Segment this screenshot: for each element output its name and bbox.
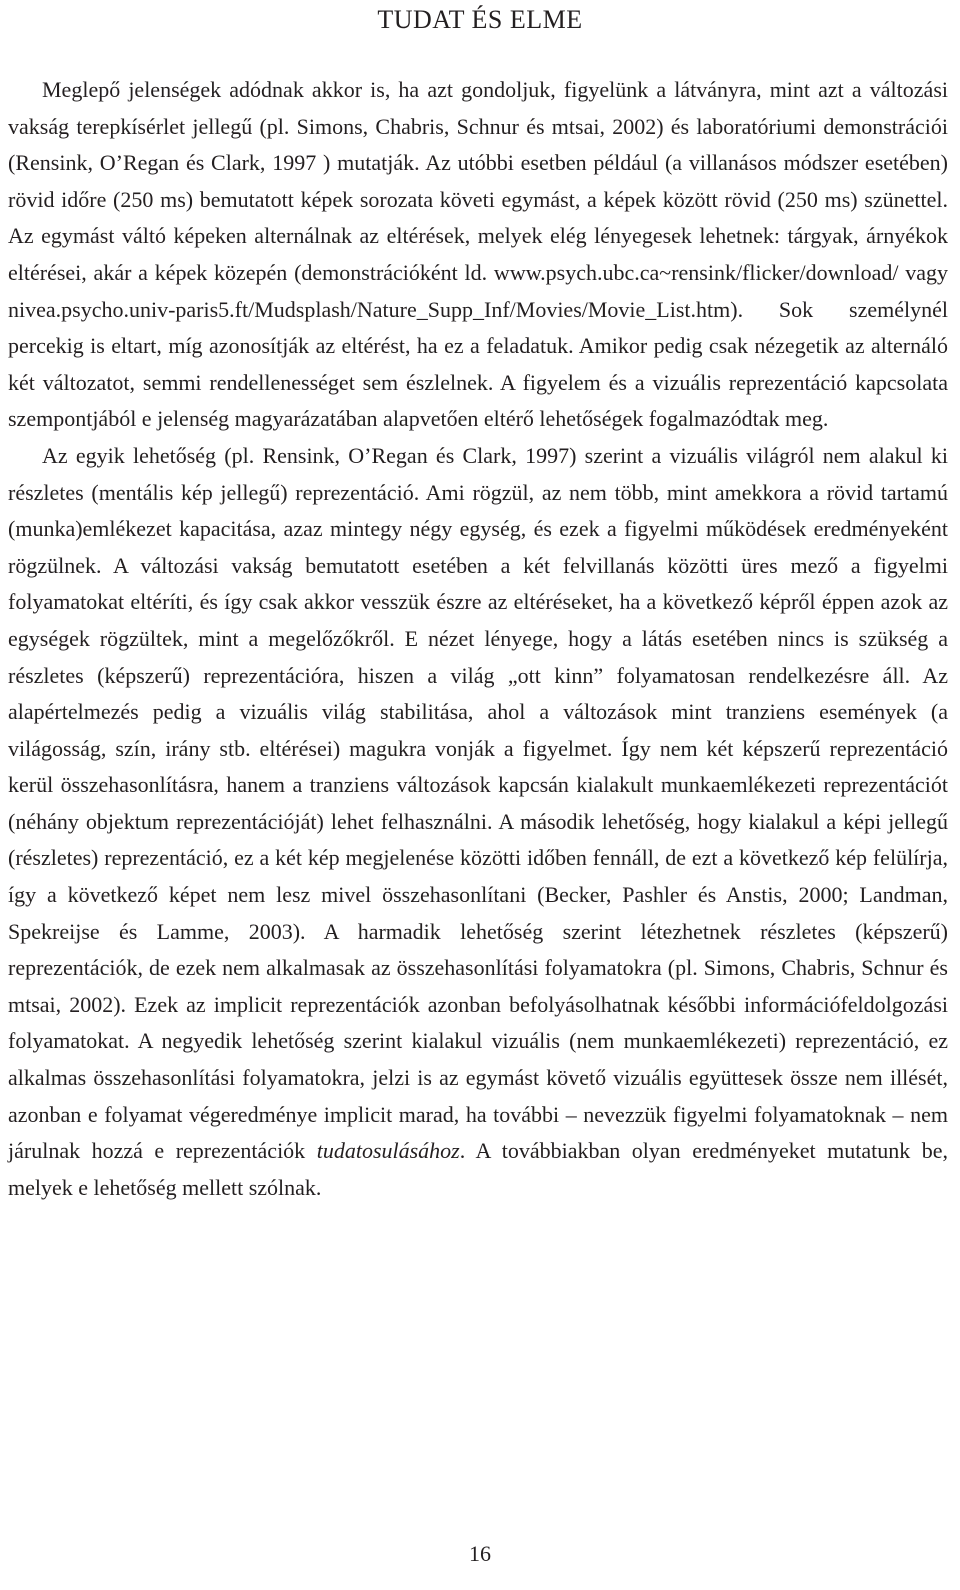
- running-title: TUDAT ÉS ELME: [377, 5, 583, 34]
- paragraph-2-text-after: . A továbbiakban olyan eredményeket mutatunk be, melyek e lehetőség mellett szólnak.: [8, 1138, 948, 1200]
- body-text: [8, 72, 948, 1206]
- paragraph-2-emphasis: tudatosulásához: [316, 1138, 460, 1164]
- paragraph-1: Meglepő jelenségek adódnak akkor is, ha azt gondoljuk, figyelünk a látványra, mint azt a változási vakság terepkísérlet jellegű (pl. Simons, Chabris, Schnur és mtsai, 2002) és laboratóriumi demonstrációi (Rensink, O’Regan és Clark, 1997 ) mutatják. Az utóbbi esetben például (a villanásos módszer esetében) rövid időre (250 ms) bemutatott képek sorozata követi egymást, a képek között rövid (250 ms) szünettel. Az egymást váltó képeken alternálnak az eltérések, melyek elég lényegesek lehetnek: tárgyak, árnyékok eltérései, akár a képek közepén (demonstrációként ld. www.psych.ubc.ca~rensink/flicker/download/ vagy nivea.psycho.univ-paris5.ft/Mudsplash/Nature_Supp_Inf/Movies/Movie_List.htm). Sok személynél percekig is eltart, míg azonosítják az eltérést, ha ez a feladatuk. Amikor pedig csak nézegetik az alternáló két változatot, semmi rendellenességet sem észlelnek. A figyelem és a vizuális reprezentáció kapcsolata szempontjából e jelenség magyarázatában alapvetően eltérő lehetőségek fogalmazódtak meg.: [8, 77, 948, 432]
- paragraph-2: [8, 438, 948, 1206]
- paragraph-2-text-before: Az egyik lehetőség (pl. Rensink, O’Regan és Clark, 1997) szerint a vizuális világról nem alakul ki részletes (mentális kép jellegű) reprezentáció. Ami rögzül, az nem több, mint amekkora a rövid tartamú (munka)emlékezet kapacitása, azaz mintegy négy egység, és ezek a figyelmi működések eredményeként rögzülnek. A változási vakság bemutatott esetében a két felvillanás közötti üres mező a figyelmi folyamatokat eltéríti, és így csak akkor vesszük észre az eltéréseket, ha a következő képről éppen azok az egységek rögzültek, mint a megelőzőkről. E nézet lényege, hogy a látás esetében nincs is szükség a részletes (képszerű) reprezentációra, hiszen a világ „ott kinn” folyamatosan rendelkezésre áll. Az alapértelmezés pedig a vizuális világ stabilitása, ahol a változások mint tranziens események (a világosság, szín, irány stb. eltérései) magukra vonják a figyelmet. Így nem két képszerű reprezentáció kerül összehasonlításra, hanem a tranziens változások kapcsán kialakult munkaemlékezeti reprezentációt (néhány objektum reprezentációját) lehet felhasználni. A második lehetőség, hogy kialakul a képi jellegű (részletes) reprezentáció, ez a két kép megjelenése közötti időben fennáll, de ezt a következő kép felülírja, így a következő képet nem lesz mivel összehasonlítani (Becker, Pashler és Anstis, 2000; Landman, Spekreijse és Lamme, 2003). A harmadik lehetőség szerint létezhetnek részletes (képszerű) reprezentációk, de ezek nem alkalmasak az összehasonlítási folyamatokra (pl. Simons, Chabris, Schnur és mtsai, 2002). Ezek az implicit reprezentációk azonban befolyásolhatnak későbbi információfeldolgozási folyamatokat. A negyedik lehetőség szerint kialakul vizuális (nem munkaemlékezeti) reprezentáció, ez alkalmas összehasonlítási folyamatokra, jelzi is az egymást követő vizuális együttesek össze nem illését, azonban e folyamat végeredménye implicit marad, ha további – nevezzük figyelmi folyamatoknak – nem járulnak hozzá e reprezentációk: [8, 442, 948, 1164]
- page-number: 16: [469, 1541, 491, 1566]
